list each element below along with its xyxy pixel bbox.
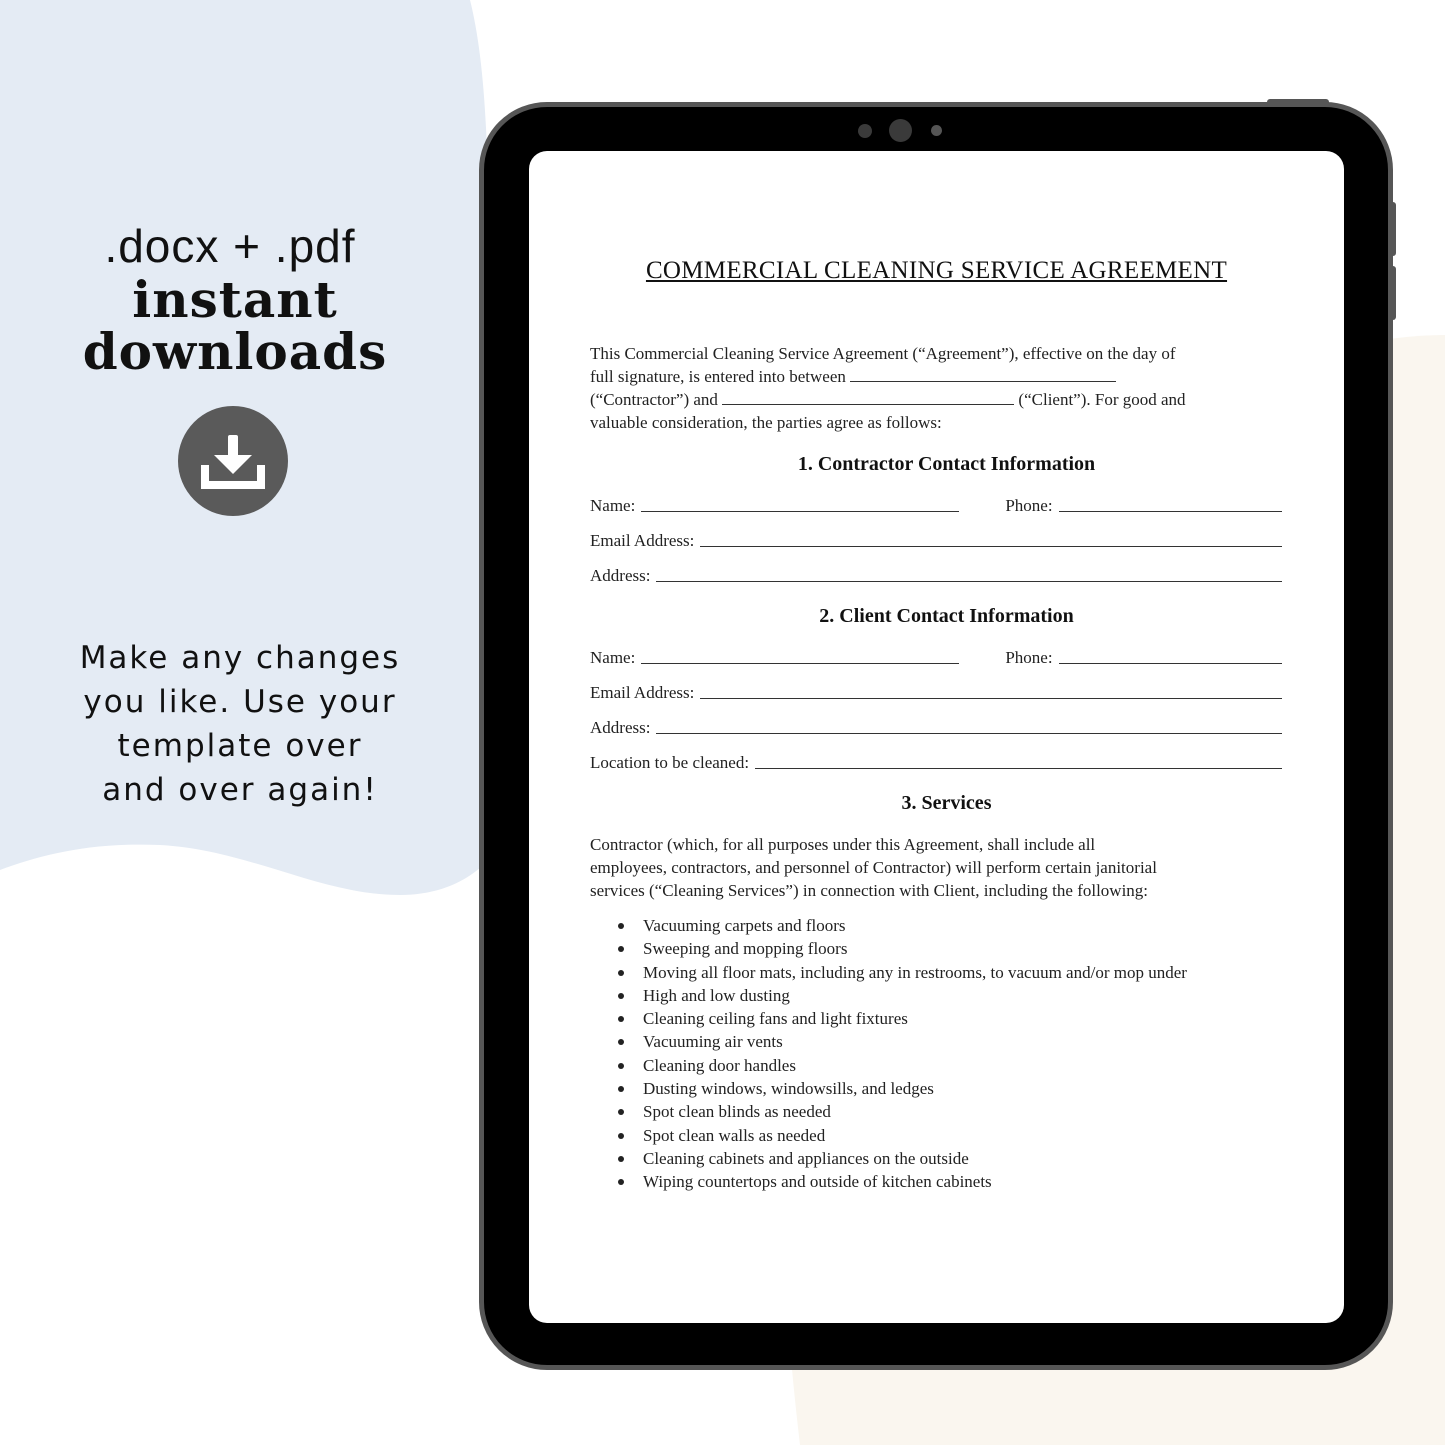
contractor-address-field[interactable] xyxy=(656,581,1282,582)
tablet-screen xyxy=(529,151,1344,1323)
promo-note xyxy=(40,636,440,812)
section-2-heading: 2. Client Contact Information xyxy=(819,605,1074,627)
list-item: Moving all floor mats, including any in restrooms, to vacuum and/or mop under xyxy=(590,961,1250,984)
intro-line-2: full signature, is entered into between xyxy=(590,365,1285,388)
client-phone-field[interactable] xyxy=(1059,663,1282,664)
client-email-field[interactable] xyxy=(700,698,1282,699)
contractor-phone-label: Phone: xyxy=(1005,496,1053,515)
contractor-address-label: Address: xyxy=(590,566,651,585)
client-address-row xyxy=(590,716,1282,738)
headline-line-1: instant xyxy=(132,270,338,329)
list-item: High and low dusting xyxy=(590,984,1250,1007)
download-icon xyxy=(200,431,266,491)
list-item: Cleaning door handles xyxy=(590,1054,1250,1077)
intro-line-1: This Commercial Cleaning Service Agreement (“Agreement”), effective on the day of xyxy=(590,344,1176,363)
contractor-name-blank[interactable] xyxy=(850,367,1116,382)
contractor-email-row xyxy=(590,529,1282,551)
contractor-address-row xyxy=(590,564,1282,586)
document-title: COMMERCIAL CLEANING SERVICE AGREEMENT xyxy=(645,257,1228,284)
client-name-field[interactable] xyxy=(641,663,959,664)
intro-line-4: valuable consideration, the parties agree as follows: xyxy=(590,413,942,432)
list-item: Spot clean blinds as needed xyxy=(590,1100,1250,1123)
download-button[interactable] xyxy=(178,406,288,516)
client-address-label: Address: xyxy=(590,718,651,737)
tablet-camera-icon xyxy=(889,119,912,142)
contractor-phone-field[interactable] xyxy=(1059,511,1282,512)
promo-headline xyxy=(0,270,470,381)
location-field[interactable] xyxy=(755,768,1282,769)
list-item: Cleaning ceiling fans and light fixtures xyxy=(590,1007,1250,1030)
note-line-4: and over again! xyxy=(102,772,378,808)
tablet-light-sensor-icon xyxy=(931,125,942,136)
client-address-field[interactable] xyxy=(656,733,1282,734)
list-item: Wiping countertops and outside of kitchen cabinets xyxy=(590,1170,1250,1193)
services-paragraph-line-1: Contractor (which, for all purposes under this Agreement, shall include all xyxy=(590,835,1096,854)
tablet-sensor-icon xyxy=(858,124,872,138)
file-formats-label: .docx + .pdf xyxy=(104,220,356,272)
list-item: Vacuuming air vents xyxy=(590,1030,1250,1053)
section-1-heading: 1. Contractor Contact Information xyxy=(797,453,1096,475)
list-item: Spot clean walls as needed xyxy=(590,1124,1250,1147)
client-name-phone-row xyxy=(590,646,1282,668)
headline-line-2: downloads xyxy=(82,322,388,381)
section-3-heading: 3. Services xyxy=(901,792,992,814)
list-item: Dusting windows, windowsills, and ledges xyxy=(590,1077,1250,1100)
contractor-email-field[interactable] xyxy=(700,546,1282,547)
list-item: Vacuuming carpets and floors xyxy=(590,914,1250,937)
client-phone-label: Phone: xyxy=(1005,648,1053,667)
services-paragraph-line-2: employees, contractors, and personnel of Contractor) will perform certain janitorial xyxy=(590,858,1157,877)
client-name-blank[interactable] xyxy=(722,390,1014,405)
intro-paragraph xyxy=(590,342,1285,434)
services-paragraph xyxy=(590,833,1285,902)
list-item: Cleaning cabinets and appliances on the outside xyxy=(590,1147,1250,1170)
list-item: Sweeping and mopping floors xyxy=(590,937,1250,960)
location-row xyxy=(590,751,1282,773)
contractor-name-field[interactable] xyxy=(641,511,959,512)
services-list xyxy=(590,914,1250,1194)
client-email-label: Email Address: xyxy=(590,683,695,702)
services-paragraph-line-3: services (“Cleaning Services”) in connection with Client, including the following: xyxy=(590,881,1149,900)
contractor-name-label: Name: xyxy=(590,496,636,515)
location-label: Location to be cleaned: xyxy=(590,753,750,772)
note-line-1: Make any changes xyxy=(79,640,401,676)
client-name-label: Name: xyxy=(590,648,636,667)
contractor-email-label: Email Address: xyxy=(590,531,695,550)
note-line-2: you like. Use your xyxy=(83,684,397,720)
intro-line-3: (“Contractor”) and (“Client”). For good and xyxy=(590,390,1186,409)
promo-panel xyxy=(0,220,470,381)
contractor-name-phone-row xyxy=(590,494,1282,516)
note-line-3: template over xyxy=(117,728,363,764)
client-email-row xyxy=(590,681,1282,703)
